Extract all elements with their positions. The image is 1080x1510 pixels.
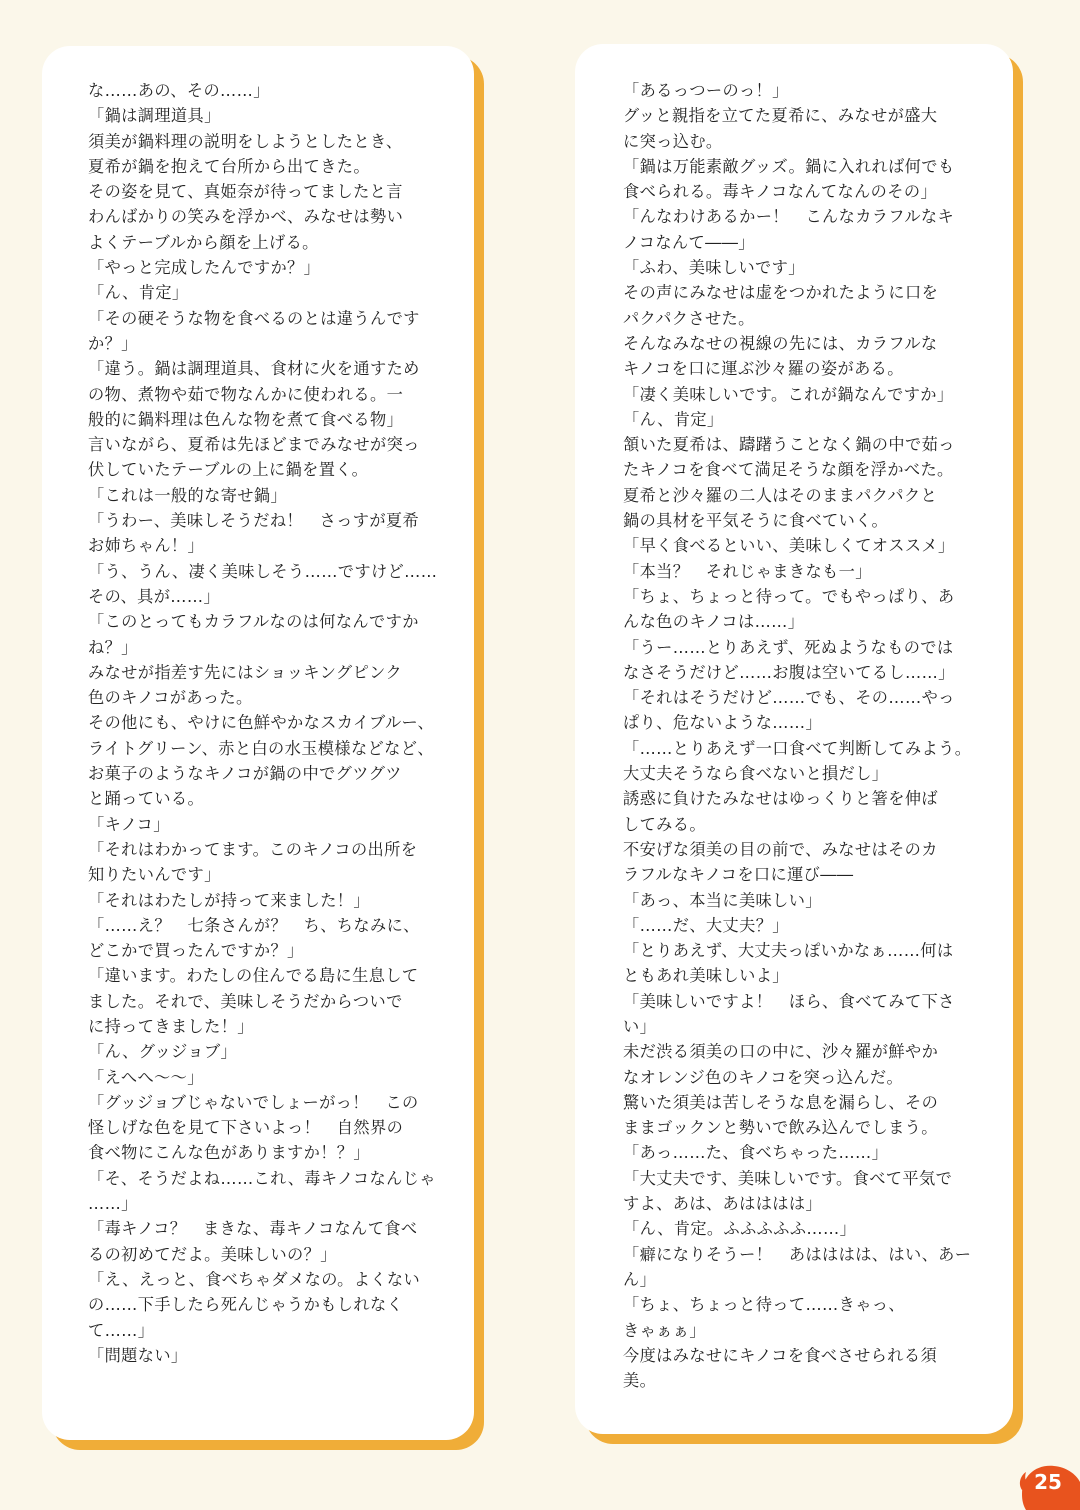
text-line: 「美味しいですよ！ ほら、食べてみて下さ <box>623 991 955 1011</box>
text-line: 「……とりあえず一口食べて判断してみよう。 <box>623 738 972 758</box>
text-line: たキノコを食べて満足そうな顔を浮かべた。 <box>623 460 954 480</box>
text-line: 不安げな須美の目の前で、みなせはそのカ <box>623 839 938 859</box>
text-line: そんなみなせの視線の先には、カラフルな <box>623 333 938 353</box>
text-line: 頷いた夏希は、躊躇うことなく鍋の中で茹っ <box>623 435 955 455</box>
text-line: みなせが指差す先にはショッキングピンク <box>88 662 403 682</box>
text-line: 「違います。わたしの住んでる島に生息して <box>88 966 419 986</box>
text-line: ね？」 <box>88 637 138 657</box>
text-line: 「ふわ、美味しいです」 <box>623 258 805 278</box>
text-line: 「え、えっと、食べちゃダメなの。よくない <box>88 1269 421 1289</box>
text-line: きゃぁぁ」 <box>623 1320 706 1340</box>
text-line: グッと親指を立てた夏希に、みなせが盛大 <box>623 106 938 126</box>
text-line: 「ん、グッジョブ」 <box>88 1042 238 1062</box>
text-line: 「……だ、大丈夫？」 <box>623 915 789 935</box>
right-text-panel <box>575 44 1013 1434</box>
text-line: 「……え？ 七条さんが？ ち、ちなみに、 <box>88 915 420 935</box>
text-line: 「このとってもカラフルなのは何なんですか <box>88 612 419 632</box>
text-line: 鍋の具材を平気そうに食べていく。 <box>623 511 889 531</box>
text-line: 「問題ない」 <box>88 1345 188 1365</box>
text-line: わんばかりの笑みを浮かべ、みなせは勢い <box>88 207 404 227</box>
text-line: その他にも、やけに色鮮やかなスカイブルー、 <box>88 713 435 733</box>
text-line: すよ、あは、あはははは」 <box>623 1194 823 1214</box>
text-line: ました。それで、美味しそうだからついで <box>88 991 403 1011</box>
text-line: 「これは一般的な寄せ鍋」 <box>88 485 288 505</box>
text-line: と踊っている。 <box>88 789 205 809</box>
text-line: な……あの、その……」 <box>88 81 270 100</box>
text-line: 「ん、肯定」 <box>88 283 189 303</box>
text-line: の物、煮物や茹で物なんかに使われる。一 <box>88 384 404 404</box>
text-line: 「違う。鍋は調理道具、食材に火を通すため <box>88 359 420 379</box>
text-line: 「やっと完成したんですか？」 <box>88 258 321 278</box>
text-line: その姿を見て、真姫奈が待ってましたと言 <box>88 182 403 202</box>
text-line: 大丈夫そうなら食べないと損だし」 <box>623 764 889 784</box>
text-line: 未だ渋る須美の口の中に、沙々羅が鮮やか <box>623 1042 939 1062</box>
text-line: の……下手したら死んじゃうかもしれなく <box>88 1295 404 1315</box>
text-line: その、具が……」 <box>88 586 221 606</box>
text-line: 「それはわかってます。このキノコの出所を <box>88 839 418 859</box>
text-line: 食べられる。毒キノコなんてなんのその」 <box>623 182 938 202</box>
text-line: ん」 <box>623 1269 657 1289</box>
text-line: 「とりあえず、大丈夫っぽいかなぁ……何は <box>623 941 954 961</box>
text-line: 「うー……とりあえず、死ぬようなものでは <box>623 637 954 657</box>
text-line: 怪しげな色を見て下さいよっ！ 自然界の <box>88 1118 404 1138</box>
text-line: ままゴックンと勢いで飲み込んでしまう。 <box>623 1118 938 1138</box>
text-line: 「ちょ、ちょっと待って……きゃっ、 <box>623 1295 905 1315</box>
text-line: 伏していたテーブルの上に鍋を置く。 <box>88 460 369 480</box>
text-line: 「早く食べるといい、美味しくてオススメ」 <box>623 536 955 556</box>
text-line: 「鍋は調理道具」 <box>88 106 221 126</box>
text-line: 「キノコ」 <box>88 814 170 834</box>
text-line: 言いながら、夏希は先ほどまでみなせが突っ <box>88 435 420 455</box>
text-line: 「そ、そうだよね……これ、毒キノコなんじゃ <box>88 1168 436 1188</box>
text-line: なさそうだけど……お腹は空いてるし……」 <box>623 662 955 682</box>
text-line: よくテーブルから顔を上げる。 <box>88 232 319 252</box>
text-line: 「鍋は万能素敵グッズ。鍋に入れれば何でも <box>623 156 955 176</box>
text-line: 「んなわけあるかー！ こんなカラフルなキ <box>623 207 955 227</box>
text-line: 「ん、肯定。ふふふふふ……」 <box>623 1219 857 1239</box>
text-line: 須美が鍋料理の説明をしようとしたとき、 <box>88 131 403 151</box>
text-line: 夏希と沙々羅の二人はそのままパクパクと <box>623 485 938 505</box>
text-line: お姉ちゃん！」 <box>88 536 205 556</box>
text-line: 「あるっつーのっ！」 <box>623 81 789 100</box>
text-line: 「凄く美味しいです。これが鍋なんですか」 <box>623 384 954 404</box>
text-line: 「グッジョブじゃないでしょーがっ！ この <box>88 1092 419 1112</box>
text-line: 夏希が鍋を抱えて台所から出てきた。 <box>88 156 370 176</box>
text-line: お菓子のようなキノコが鍋の中でグツグツ <box>88 764 402 784</box>
text-line: なオレンジ色のキノコを突っ込んだ。 <box>623 1067 904 1087</box>
text-line: い」 <box>623 1016 657 1036</box>
text-line: 「う、うん、凄く美味しそう……ですけど…… <box>88 561 438 581</box>
text-line: 驚いた須美は苦しそうな息を漏らし、その <box>623 1092 939 1112</box>
text-line: パクパクさせた。 <box>623 308 755 328</box>
text-line: 知りたいんです」 <box>88 865 221 885</box>
text-line: か？」 <box>88 333 138 353</box>
text-line: ぱり、危ないような……」 <box>623 713 823 733</box>
text-line: キノコを口に運ぶ沙々羅の姿がある。 <box>623 359 904 379</box>
text-line: ライトグリーン、赤と白の水玉模様などなど、 <box>88 738 434 758</box>
text-line: 「本当？ それじゃまきなも一」 <box>623 561 872 581</box>
text-line: んな色のキノコは……」 <box>623 612 805 632</box>
text-line: 「毒キノコ？ まきな、毒キノコなんて食べ <box>88 1219 418 1239</box>
text-line: 「癖になりそうー！ あはははは、はい、あー <box>623 1244 972 1264</box>
text-line: 「それはそうだけど……でも、その……やっ <box>623 688 955 708</box>
text-line: ノコなんて――」 <box>623 232 755 252</box>
text-line: て……」 <box>88 1320 155 1340</box>
text-line: 色のキノコがあった。 <box>88 688 253 708</box>
text-line: 「あっ……た、食べちゃった……」 <box>623 1143 889 1163</box>
text-line: ……」 <box>88 1194 138 1214</box>
text-line: 「あっ、本当に美味しい」 <box>623 890 822 910</box>
page-number: 25 <box>1034 1470 1062 1494</box>
text-line: るの初めてだよ。美味しいの？」 <box>88 1244 337 1264</box>
text-line: その声にみなせは虚をつかれたように口を <box>623 283 939 303</box>
text-line: どこかで買ったんですか？」 <box>88 941 304 961</box>
text-line: 「えへへ～～」 <box>88 1067 204 1087</box>
text-line: 「それはわたしが持って来ました！」 <box>88 890 370 910</box>
text-line: 「うわー、美味しそうだね！ さっすが夏希 <box>88 511 420 531</box>
text-line: 「ん、肯定」 <box>623 409 724 429</box>
text-line: してみる。 <box>623 814 706 834</box>
text-line: 「ちょ、ちょっと待って。でもやっぱり、あ <box>623 586 955 606</box>
text-line: ともあれ美味しいよ」 <box>623 966 789 986</box>
left-text-panel <box>42 46 474 1440</box>
text-line: 誘惑に負けたみなせはゆっくりと箸を伸ば <box>623 789 938 809</box>
text-line: 「大丈夫です、美味しいです。食べて平気で <box>623 1168 953 1188</box>
text-line: に突っ込む。 <box>623 131 723 151</box>
text-line: 美。 <box>623 1371 657 1391</box>
text-line: 般的に鍋料理は色んな物を煮て食べる物」 <box>88 409 404 429</box>
text-line: 「その硬そうな物を食べるのとは違うんです <box>88 308 420 328</box>
text-line: に持ってきました！」 <box>88 1016 254 1036</box>
text-line: ラフルなキノコを口に運び―― <box>623 865 854 885</box>
text-line: 食べ物にこんな色がありますか！？」 <box>88 1143 370 1163</box>
text-line: 今度はみなせにキノコを食べさせられる須 <box>623 1345 938 1365</box>
